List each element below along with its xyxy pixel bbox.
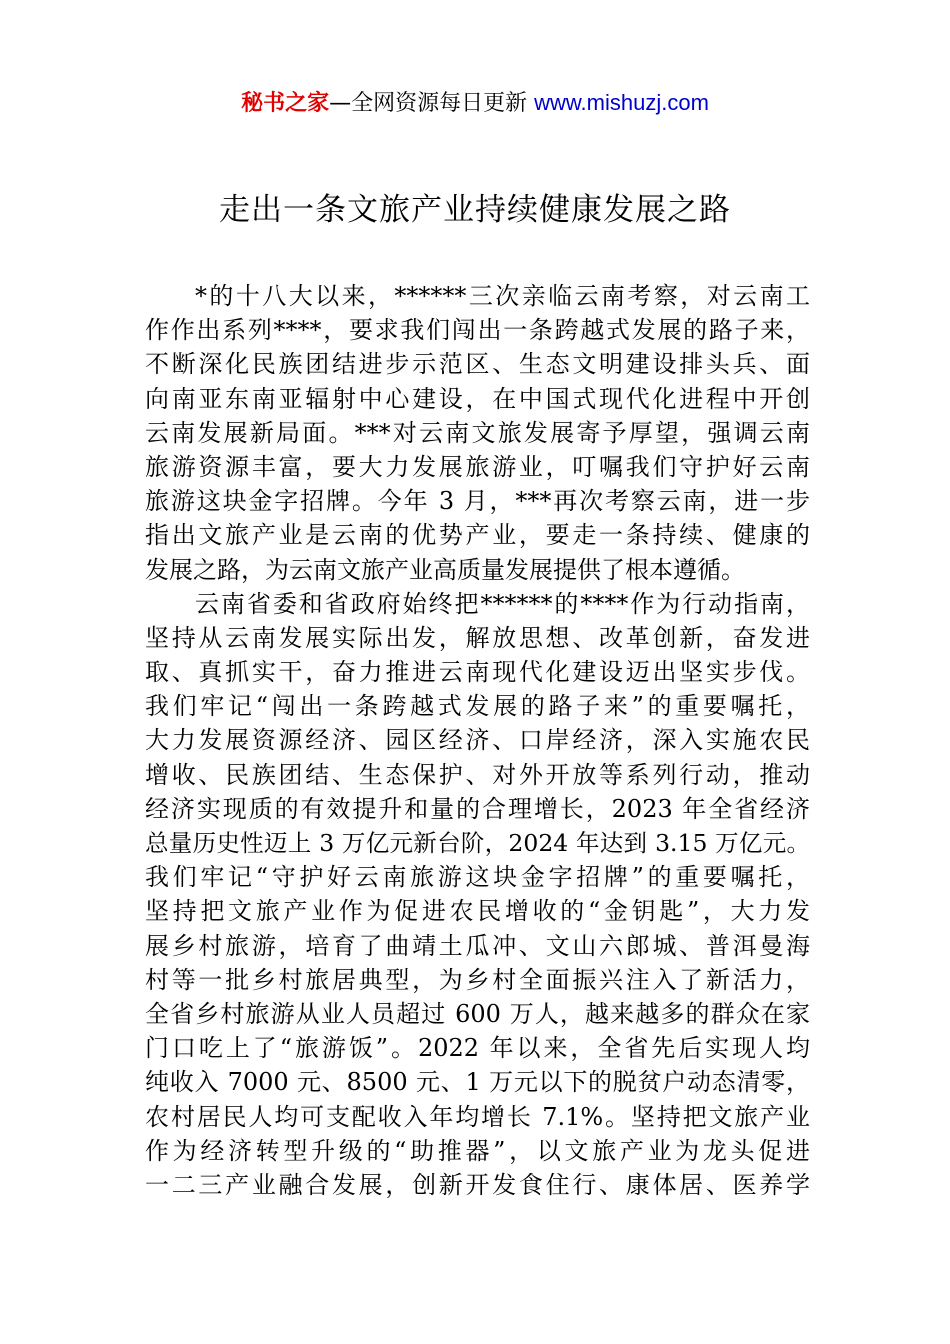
body-line: 纯收入 7000 元、8500 元、1 万元以下的脱贫户动态清零，: [145, 1068, 810, 1097]
body-line: 云南发展新局面。***对云南文旅发展寄予厚望，强调云南: [145, 418, 810, 447]
body-line: *的十八大以来，******三次亲临云南考察，对云南工: [195, 282, 810, 310]
body-line: 发展之路，为云南文旅产业高质量发展提供了根本遵循。: [145, 555, 745, 584]
body-line: 一二三产业融合发展，创新开发食住行、康体居、医养学: [145, 1170, 810, 1199]
site-header: [0, 88, 950, 119]
body-line: 云南省委和省政府始终把******的****作为行动指南，: [195, 589, 810, 618]
body-line: 不断深化民族团结进步示范区、生态文明建设排头兵、面: [145, 350, 810, 379]
body-line: 向南亚东南亚辐射中心建设，在中国式现代化进程中开创: [145, 384, 810, 413]
body-line: 我们牢记“闯出一条跨越式发展的路子来”的重要嘱托，: [145, 692, 810, 721]
body-line: 大力发展资源经济、园区经济、口岸经济，深入实施农民: [145, 726, 810, 755]
body-line: 旅游资源丰富，要大力发展旅游业，叮嘱我们守护好云南: [145, 452, 810, 481]
site-slogan: —全网资源每日更新: [329, 91, 535, 116]
site-brand: 秘书之家: [241, 91, 330, 116]
body-line: 我们牢记“守护好云南旅游这块金字招牌”的重要嘱托，: [145, 863, 810, 892]
body-line: 坚持把文旅产业作为促进农民增收的“金钥匙”，大力发: [145, 897, 810, 926]
body-line: 作为经济转型升级的“助推器”，以文旅产业为龙头促进: [145, 1136, 810, 1165]
body-line: 取、真抓实干，奋力推进云南现代化建设迈出坚实步伐。: [145, 658, 810, 687]
document-body: [145, 279, 810, 1202]
body-line: 作作出系列****，要求我们闯出一条跨越式发展的路子来，: [145, 316, 810, 345]
body-line: 展乡村旅游，培育了曲靖土瓜冲、文山六郎城、普洱曼海: [145, 931, 810, 960]
body-line: 指出文旅产业是云南的优势产业，要走一条持续、健康的: [145, 521, 810, 550]
body-line: 增收、民族团结、生态保护、对外开放等系列行动，推动: [145, 760, 810, 789]
body-line: 总量历史性迈上 3 万亿元新台阶，2024 年达到 3.15 万亿元。: [145, 829, 810, 857]
body-line: 农村居民人均可支配收入年均增长 7.1%。坚持把文旅产业: [145, 1102, 810, 1131]
body-line: 旅游这块金字招牌。今年 3 月，***再次考察云南，进一步: [145, 487, 810, 516]
body-line: 坚持从云南发展实际出发，解放思想、改革创新，奋发进: [145, 623, 810, 652]
body-line: 经济实现质的有效提升和量的合理增长，2023 年全省经济: [145, 794, 810, 823]
body-line: 门口吃上了“旅游饭”。2022 年以来，全省先后实现人均: [145, 1034, 810, 1063]
body-line: 全省乡村旅游从业人员超过 600 万人，越来越多的群众在家: [145, 999, 810, 1028]
document-title: 走出一条文旅产业持续健康发展之路: [219, 192, 731, 228]
site-url-link[interactable]: www.mishuzj.com: [534, 90, 709, 115]
body-line: 村等一批乡村旅居典型，为乡村全面振兴注入了新活力，: [145, 965, 810, 994]
